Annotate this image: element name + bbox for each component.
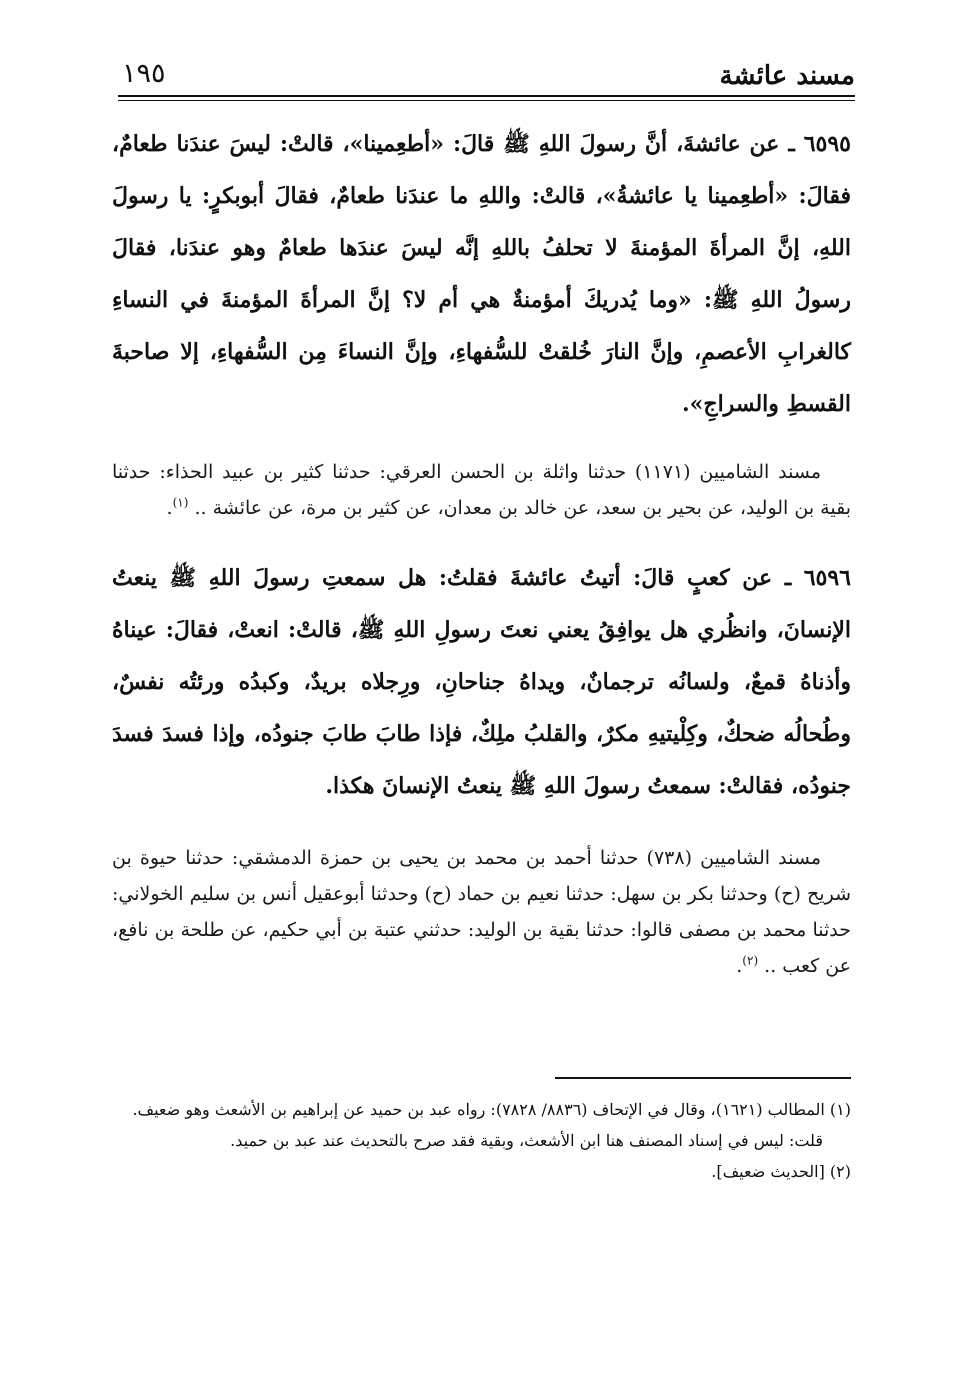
footnote-ref-2[interactable]: (٢) <box>742 953 759 968</box>
hadith-text: عن كعبٍ قالَ: أتيتُ عائشةَ فقلتُ: هل سمعتِ رسولَ اللهِ ﷺ ينعتُ الإنسانَ، وانظُري هل يوافِقُ يعني نعتَ رسولِ اللهِ ﷺ، قالتْ: انعتْ، فقالَ: عيناهُ وأذناهُ قمعٌ، ولسانُه ترجمانٌ، ويداهُ جناحانِ، ورِجلاه بريدٌ، وكبدُه ورئتُه نفسٌ، وطُحالُه ضحكٌ، وكِلْيتيهِ مكرٌ، والقلبُ ملِكٌ، فإذا طابَ طابَ جنودُه، وإذا فسدَ فسدَ جنودُه، فقالتْ: سمعتُ رسولَ اللهِ ﷺ ينعتُ الإنسانَ هكذا. <box>112 565 851 799</box>
isnad-text: مسند الشاميين (٧٣٨) حدثنا أحمد بن محمد بن يحيى بن حمزة الدمشقي: حدثنا حيوة بن شريح (ح) وحدثنا بكر بن سهل: حدثنا نعيم بن حماد (ح) وحدثنا أبوعقيل أنس بن سليم الخولاني: حدثنا محمد بن مصفى قالوا: حدثنا بقية بن الوليد: حدثني عتبة بن أبي حكيم، عن طلحة بن نافع، عن كعب .. <box>112 847 851 977</box>
hadith-number: ٦٥٩٦ ـ <box>784 565 851 591</box>
hadith-text: عن عائشةَ، أنَّ رسولَ اللهِ ﷺ قالَ: «أطعِمينا»، قالتْ: ليسَ عندَنا طعامٌ، فقالَ: «أطعِمينا يا عائشةُ»، قالتْ: واللهِ ما عندَنا طعامٌ، فقالَ أبوبكرٍ: يا رسولَ اللهِ، إنَّ المرأةَ المؤمنةَ لا تحلفُ باللهِ إنَّه ليسَ عندَها طعامٌ وهو عندَنا، فقالَ رسولُ اللهِ ﷺ: «وما يُدريكَ أمؤمنةٌ هي أم لا؟ إنَّ المرأةَ المؤمنةَ في النساءِ كالغرابِ الأعصمِ، وإنَّ النارَ خُلقتْ للسُّفهاءِ، وإنَّ النساءَ مِن السُّفهاءِ، إلا صاحبةَ القسطِ والسراجِ». <box>112 131 851 417</box>
isnad-6596: مسند الشاميين (٧٣٨) حدثنا أحمد بن محمد بن يحيى بن حمزة الدمشقي: حدثنا حيوة بن شريح (ح) وحدثنا بكر بن سهل: حدثنا نعيم بن حماد (ح) وحدثنا أبوعقيل أنس بن سليم الخولاني: حدثنا محمد بن مصفى قالوا: حدثنا بقية بن الوليد: حدثني عتبة بن أبي حكيم، عن طلحة بن نافع، عن كعب .. $^{(٢)}$. <box>112 847 851 977</box>
hadith-6595 <box>112 118 851 430</box>
page-header <box>118 55 855 95</box>
hadith-number: ٦٥٩٥ ـ <box>788 131 851 157</box>
footnote-1: (١) المطالب (١٦٢١)، وقال في الإتحاف (٨٨٣٦/ ٧٨٢٨): رواه عبد بن حميد عن إبراهيم بن الأشعث وهو ضعيف. <box>132 1100 851 1119</box>
header-rule-thin <box>118 100 855 101</box>
isnad-6595: مسند الشاميين (١١٧١) حدثنا واثلة بن الحسن العرقي: حدثنا كثير بن عبيد الحذاء: حدثنا بقية بن الوليد، عن بحير بن سعد، عن خالد بن معدان، عن كثير بن مرة، عن عائشة .. $^{(١)}$. <box>112 461 851 519</box>
footnote-separator <box>555 1077 851 1079</box>
running-head-title: مسند عائشة <box>719 61 855 91</box>
hadith-6596 <box>112 552 851 812</box>
page-number: ١٩٥ <box>122 58 166 89</box>
footnote-ref-1[interactable]: (١) <box>172 495 189 510</box>
footnotes <box>112 1094 851 1187</box>
header-rule <box>118 95 855 97</box>
isnad-text: مسند الشاميين (١١٧١) حدثنا واثلة بن الحسن العرقي: حدثنا كثير بن عبيد الحذاء: حدثنا بقية بن الوليد، عن بحير بن سعد، عن خالد بن معدان، عن كثير بن مرة، عن عائشة .. <box>112 461 851 519</box>
footnote-1-comment: قلت: ليس في إسناد المصنف هنا ابن الأشعث، وبقية فقد صرح بالتحديث عند عبد بن حميد. <box>230 1131 823 1150</box>
footnote-2: (٢) [الحديث ضعيف]. <box>711 1162 851 1181</box>
main-content <box>112 118 851 984</box>
